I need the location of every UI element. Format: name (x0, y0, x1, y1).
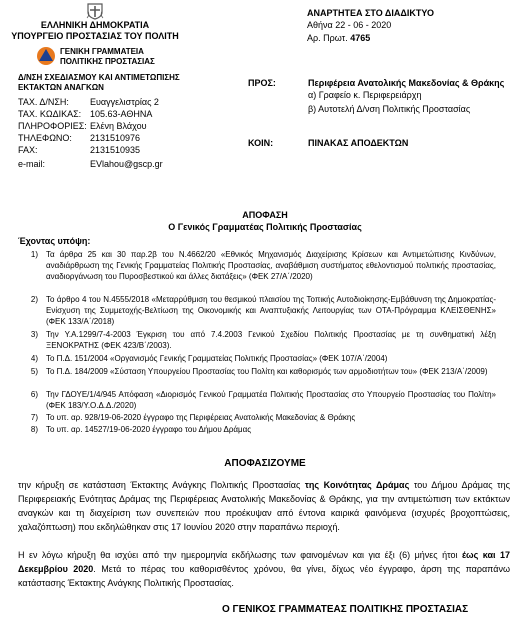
consideration-item: 6) Την ΓΔΟΥΕ/1/4/945 Απόφαση «Διορισμός Γενικού Γραμματέα Πολιτικής Προστασίας στο Υπουργείο Προστασίας του Πολίτη» (ΦΕΚ 183/Υ.Ο.Δ.Δ./2020) (30, 390, 496, 410)
decision-subtitle: Ο Γενικός Γραμματέας Πολιτικής Προστασίας (168, 222, 362, 232)
consideration-item: 2) Το άρθρο 4 του Ν.4555/2018 «Μεταρρύθμιση του θεσμικού πλαισίου της Τοπικής Αυτοδιοίκησης-Εμβάθυνση της Δημοκρατίας-Ενίσχυση της Συμμετοχής-Βελτίωση της Οικονομικής και Αναπτυξιακής Λειτουργίας των ΟΤΑ-Πρόγραμμα ΚΛΕΙΣΘΕΝΗΣ» (ΦΕΚ 133/Α΄/2018) (30, 295, 496, 326)
contact-postcode-value: 105.63-ΑΘΗΝΑ (90, 109, 153, 119)
greek-emblem (86, 2, 104, 20)
having-regard-heading: Έχοντας υπόψη: (18, 236, 91, 246)
header-ministry: ΥΠΟΥΡΓΕΙΟ ΠΡΟΣΤΑΣΙΑΣ ΤΟΥ ΠΟΛΙΤΗ (11, 31, 179, 41)
recipients-to-b: β) Αυτοτελή Δ/νση Πολιτικής Προστασίας (308, 104, 471, 114)
recipients-koin-value: ΠΙΝΑΚΑΣ ΑΠΟΔΕΚΤΩΝ (308, 138, 409, 148)
signature-title: Ο ΓΕΝΙΚΟΣ ΓΡΑΜΜΑΤΕΑΣ ΠΟΛΙΤΙΚΗΣ ΠΡΟΣΤΑΣΙΑΣ (222, 604, 469, 615)
contact-info-value: Ελένη Βλάχου (90, 121, 147, 131)
contact-fax-label: FAX: (18, 145, 38, 155)
recipients-to-a: α) Γραφείο κ. Περιφερειάρχη (308, 90, 422, 100)
posting-date: Αθήνα 22 - 06 - 2020 (307, 20, 392, 30)
contact-fax-value: 2131510935 (90, 145, 141, 155)
civil-protection-logo (36, 46, 56, 66)
consideration-item: 4) Το Π.Δ. 151/2004 «Οργανισμός Γενικής Γραμματείας Πολιτικής Προστασίας» (ΦΕΚ 107/Α΄/2004) (30, 354, 388, 363)
contact-email-value: EVlahou@gscp.gr (90, 159, 163, 169)
recipients-koin-label: ΚΟΙΝ: (248, 138, 274, 148)
contact-email-label: e-mail: (18, 159, 46, 169)
header-secretariat-line2: ΠΟΛΙΤΙΚΗΣ ΠΡΟΣΤΑΣΙΑΣ (60, 57, 155, 66)
resolve-title: ΑΠΟΦΑΣΙΖΟΥΜΕ (224, 458, 306, 469)
resolve-paragraph-1: την κήρυξη σε κατάσταση Έκτακτης Ανάγκης Πολιτικής Προστασίας της Κοινότητας Δράμας του Δήμου Δράμας της Περιφερειακής Ενότητας Δράμας της Περιφέρειας Ανατολικής Μακεδονίας & Θράκης, για την αντιμετώπιση των εκτάκτων αναγκών και τη διαχείριση των συνεπειών που προέκυψαν από έντονα καιρικά φαινόμενα (ισχυρές βροχοπτώσεις, χαλαζόπτωση) που εκδηλώθηκαν στις 17 Ιουνίου 2020 στην παραπάνω περιοχή. (18, 480, 511, 532)
consideration-item: 7) Το υπ. αρ. 928/19-06-2020 έγγραφο της Περιφέρειας Ανατολικής Μακεδονίας & Θράκης (30, 413, 356, 422)
contact-phone-label: ΤΗΛΕΦΩΝΟ: (18, 133, 72, 143)
recipients-to-label: ΠΡΟΣ: (248, 78, 276, 88)
header-directorate-line2: ΕΚΤΑΚΤΩΝ ΑΝΑΓΚΩΝ (18, 83, 104, 92)
contact-info-label: ΠΛΗΡΟΦΟΡΙΕΣ: (18, 121, 87, 131)
contact-address-label: ΤΑΧ. Δ/ΝΣΗ: (18, 97, 69, 107)
contact-phone-value: 2131510976 (90, 133, 141, 143)
posting-protocol (307, 33, 370, 44)
consideration-item: 8) Το υπ. αρ. 14527/19-06-2020 έγγραφο του Δήμου Δράμας (30, 425, 252, 434)
contact-address-value: Ευαγγελιστρίας 2 (90, 97, 159, 107)
header-directorate-line1: Δ/ΝΣΗ ΣΧΕΔΙΑΣΜΟΥ ΚΑΙ ΑΝΤΙΜΕΤΩΠΙΣΗΣ (18, 73, 180, 82)
protocol-number: 4765 (350, 33, 371, 43)
header-republic: ΕΛΛΗΝΙΚΗ ΔΗΜΟΚΡΑΤΙΑ (40, 20, 150, 30)
consideration-item: 1) Τα άρθρα 25 και 30 παρ.2β του Ν.4662/20 «Εθνικός Μηχανισμός Διαχείρισης Κρίσεων και Αντιμετώπισης Κινδύνων, αναδιάρθρωση της Γενικής Γραμματείας Πολιτικής Προστασίας, αναβάθμιση συστήματος εθελοντισμού πολιτικής προστασίας, αναδιοργάνωση του Πυροσβεστικού και άλλες διατάξεις» (ΦΕΚ 27/Α΄/2020) (30, 250, 496, 281)
resolve-paragraph-2: Η εν λόγω κήρυξη θα ισχύει από την ημερομηνία εκδήλωσης των φαινομένων και για έξι (6) μήνες ήτοι έως και 17 Δεκεμβρίου 2020. Μετά το πέρας του καθορισθέντος χρόνου, θα γίνει, δίχως νέο έγγραφο, άρση της παραπάνω κατάστασης Έκτακτης Ανάγκης Πολιτικής Προστασίας. (18, 550, 510, 588)
recipients-to-main: Περιφέρεια Ανατολικής Μακεδονίας & Θράκης (308, 78, 505, 88)
contact-postcode-label: ΤΑΧ. ΚΩΔΙΚΑΣ: (18, 109, 82, 119)
consideration-item: 3) Την Υ.Α.1299/7-4-2003 Έγκριση του από 7.4.2003 Γενικού Σχεδίου Πολιτικής Προστασίας με τη συνθηματική λέξη ΞΕΝΟΚΡΑΤΗΣ (ΦΕΚ 423/Β΄/2003). (30, 330, 496, 350)
decision-title: ΑΠΟΦΑΣΗ (242, 210, 288, 220)
consideration-item: 5) Το Π.Δ. 184/2009 «Σύσταση Υπουργείου Προστασίας του Πολίτη και καθορισμός των αρμοδιοτήτων του» (ΦΕΚ 213/Α΄/2009) (30, 367, 488, 376)
header-secretariat-line1: ΓΕΝΙΚΗ ΓΡΑΜΜΑΤΕΙΑ (60, 47, 144, 56)
posting-title: ΑΝΑΡΤΗΤΕΑ ΣΤΟ ΔΙΑΔΙΚΤΥΟ (307, 8, 434, 18)
protocol-label: Αρ. Πρωτ. (307, 33, 348, 43)
